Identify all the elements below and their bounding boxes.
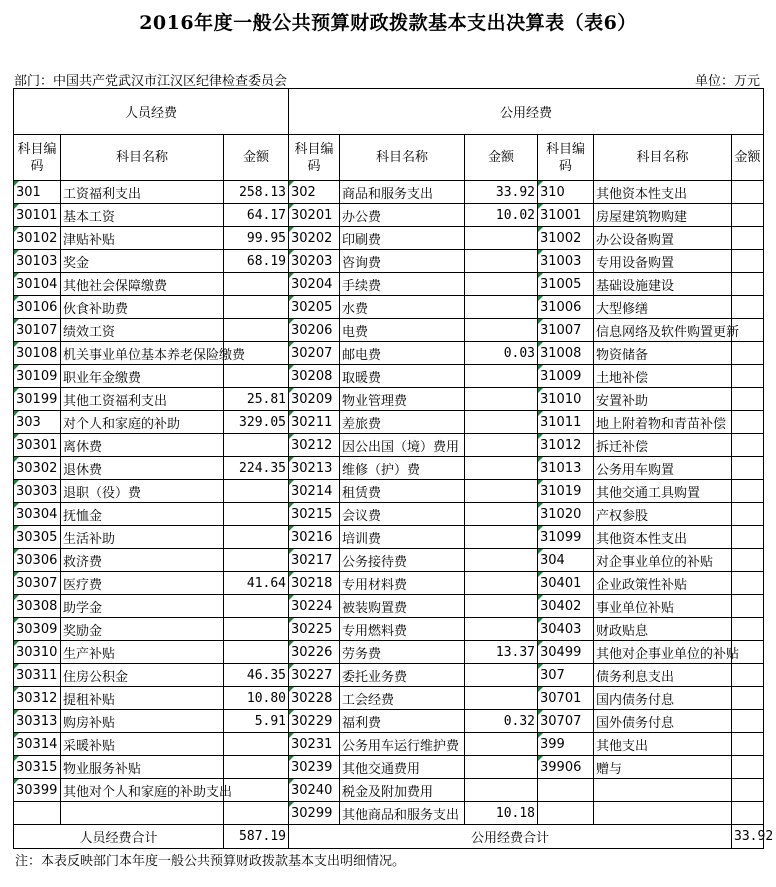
subject-code: 31099 bbox=[538, 526, 594, 549]
table-row bbox=[14, 227, 764, 250]
subject-code: 30225 bbox=[289, 618, 340, 641]
subject-name: 其他交通费用 bbox=[340, 756, 465, 779]
subject-amount bbox=[465, 227, 538, 250]
subject-name bbox=[61, 802, 224, 825]
table-row bbox=[14, 204, 764, 227]
subject-code: 30306 bbox=[14, 549, 61, 572]
subject-name: 其他支出 bbox=[594, 733, 732, 756]
table-row bbox=[14, 641, 764, 664]
subject-code: 30204 bbox=[289, 273, 340, 296]
subject-amount bbox=[732, 687, 764, 710]
subject-amount: 0.32 bbox=[465, 710, 538, 733]
subject-code: 30213 bbox=[289, 457, 340, 480]
subject-code: 310 bbox=[538, 181, 594, 204]
subject-code: 30309 bbox=[14, 618, 61, 641]
subject-code: 30401 bbox=[538, 572, 594, 595]
subject-name: 奖金 bbox=[61, 250, 224, 273]
subject-code: 30301 bbox=[14, 434, 61, 457]
subject-name: 工资福利支出 bbox=[61, 181, 224, 204]
subject-code: 307 bbox=[538, 664, 594, 687]
subject-amount: 10.80 bbox=[224, 687, 289, 710]
subject-amount bbox=[732, 779, 764, 802]
subject-code: 30226 bbox=[289, 641, 340, 664]
subject-name: 职业年金缴费 bbox=[61, 365, 224, 388]
subject-amount bbox=[224, 319, 289, 342]
subject-amount: 68.19 bbox=[224, 250, 289, 273]
subject-name: 企业政策性补贴 bbox=[594, 572, 732, 595]
subject-name: 绩效工资 bbox=[61, 319, 224, 342]
subject-name: 退休费 bbox=[61, 457, 224, 480]
unit-label: 单位：万元 bbox=[694, 74, 760, 89]
subject-name: 生活补助 bbox=[61, 526, 224, 549]
subject-code: 30701 bbox=[538, 687, 594, 710]
subject-code: 30308 bbox=[14, 595, 61, 618]
subject-code: 30201 bbox=[289, 204, 340, 227]
subject-name: 公务用车购置 bbox=[594, 457, 732, 480]
code-header: 科目编码 bbox=[14, 135, 61, 181]
table-row bbox=[14, 802, 764, 825]
subject-code: 30103 bbox=[14, 250, 61, 273]
subject-amount bbox=[465, 319, 538, 342]
table-row bbox=[14, 526, 764, 549]
subject-name: 税金及附加费用 bbox=[340, 779, 465, 802]
subject-amount bbox=[465, 480, 538, 503]
subject-code: 30211 bbox=[289, 411, 340, 434]
subject-name: 拆迁补偿 bbox=[594, 434, 732, 457]
personnel-total-label: 人员经费合计 bbox=[14, 825, 224, 849]
subject-code: 31020 bbox=[538, 503, 594, 526]
subject-code: 30229 bbox=[289, 710, 340, 733]
subject-name: 抚恤金 bbox=[61, 503, 224, 526]
subject-code: 30107 bbox=[14, 319, 61, 342]
subject-name: 手续费 bbox=[340, 273, 465, 296]
subject-name bbox=[594, 802, 732, 825]
subject-name: 专用材料费 bbox=[340, 572, 465, 595]
subject-amount bbox=[224, 365, 289, 388]
subject-code: 30303 bbox=[14, 480, 61, 503]
subject-code: 30304 bbox=[14, 503, 61, 526]
table-row bbox=[14, 664, 764, 687]
subject-name: 福利费 bbox=[340, 710, 465, 733]
public-header: 公用经费 bbox=[289, 89, 764, 135]
table-row bbox=[14, 572, 764, 595]
subject-name: 委托业务费 bbox=[340, 664, 465, 687]
subject-amount: 258.13 bbox=[224, 181, 289, 204]
table-row bbox=[14, 296, 764, 319]
table-body bbox=[14, 181, 764, 825]
subject-name: 公务接待费 bbox=[340, 549, 465, 572]
subject-code: 30208 bbox=[289, 365, 340, 388]
subject-amount bbox=[224, 549, 289, 572]
subject-code: 31002 bbox=[538, 227, 594, 250]
subject-amount bbox=[465, 618, 538, 641]
subject-amount bbox=[732, 388, 764, 411]
subject-name: 信息网络及软件购置更新 bbox=[594, 319, 732, 342]
subject-amount bbox=[732, 802, 764, 825]
subject-amount bbox=[732, 526, 764, 549]
table-row bbox=[14, 618, 764, 641]
subject-name: 津贴补贴 bbox=[61, 227, 224, 250]
subject-amount: 41.64 bbox=[224, 572, 289, 595]
subject-code: 30399 bbox=[14, 779, 61, 802]
subject-name: 事业单位补贴 bbox=[594, 595, 732, 618]
subject-code: 30313 bbox=[14, 710, 61, 733]
subject-amount: 224.35 bbox=[224, 457, 289, 480]
subject-amount: 33.92 bbox=[465, 181, 538, 204]
subject-amount bbox=[465, 572, 538, 595]
subject-name: 邮电费 bbox=[340, 342, 465, 365]
subject-name: 差旅费 bbox=[340, 411, 465, 434]
subject-name: 伙食补助费 bbox=[61, 296, 224, 319]
subject-amount bbox=[465, 457, 538, 480]
subject-amount bbox=[465, 273, 538, 296]
subject-amount bbox=[732, 434, 764, 457]
table-row bbox=[14, 549, 764, 572]
subject-amount bbox=[732, 733, 764, 756]
subject-code: 30310 bbox=[14, 641, 61, 664]
subject-code: 31019 bbox=[538, 480, 594, 503]
table-row bbox=[14, 250, 764, 273]
subject-amount bbox=[465, 250, 538, 273]
amount-header: 金额 bbox=[732, 135, 764, 181]
subject-code: 31005 bbox=[538, 273, 594, 296]
subject-code: 30214 bbox=[289, 480, 340, 503]
subject-amount: 329.05 bbox=[224, 411, 289, 434]
subject-name: 国内债务付息 bbox=[594, 687, 732, 710]
code-header: 科目编码 bbox=[538, 135, 594, 181]
subject-code: 31008 bbox=[538, 342, 594, 365]
subject-amount bbox=[465, 664, 538, 687]
subject-name: 工会经费 bbox=[340, 687, 465, 710]
subject-amount bbox=[465, 549, 538, 572]
subject-name: 奖励金 bbox=[61, 618, 224, 641]
subject-code: 31003 bbox=[538, 250, 594, 273]
table-row bbox=[14, 319, 764, 342]
subject-name: 其他资本性支出 bbox=[594, 526, 732, 549]
table-row bbox=[14, 779, 764, 802]
subject-amount: 46.35 bbox=[224, 664, 289, 687]
subject-code: 31007 bbox=[538, 319, 594, 342]
table-row bbox=[14, 503, 764, 526]
table-row bbox=[14, 342, 764, 365]
name-header: 科目名称 bbox=[594, 135, 732, 181]
subject-amount bbox=[465, 595, 538, 618]
subject-amount bbox=[732, 756, 764, 779]
subject-name: 培训费 bbox=[340, 526, 465, 549]
subject-amount bbox=[732, 342, 764, 365]
subject-amount bbox=[732, 549, 764, 572]
subject-code: 30216 bbox=[289, 526, 340, 549]
subject-amount bbox=[224, 756, 289, 779]
subject-amount bbox=[732, 204, 764, 227]
subject-name: 因公出国（境）费用 bbox=[340, 434, 465, 457]
subject-name: 国外债务付息 bbox=[594, 710, 732, 733]
subject-code: 30205 bbox=[289, 296, 340, 319]
subject-name: 其他对企事业单位的补贴 bbox=[594, 641, 732, 664]
subject-code: 31001 bbox=[538, 204, 594, 227]
subject-amount: 99.95 bbox=[224, 227, 289, 250]
subject-name: 对企事业单位的补贴 bbox=[594, 549, 732, 572]
subject-name: 赠与 bbox=[594, 756, 732, 779]
name-header: 科目名称 bbox=[61, 135, 224, 181]
table-row bbox=[14, 273, 764, 296]
public-total-value: 33.92 bbox=[732, 825, 764, 849]
subject-name: 退职（役）费 bbox=[61, 480, 224, 503]
subject-code: 30305 bbox=[14, 526, 61, 549]
subject-name: 专用燃料费 bbox=[340, 618, 465, 641]
subject-name: 其他对个人和家庭的补助支出 bbox=[61, 779, 224, 802]
subject-code: 30302 bbox=[14, 457, 61, 480]
subject-amount bbox=[732, 227, 764, 250]
subject-code: 30403 bbox=[538, 618, 594, 641]
table-row bbox=[14, 411, 764, 434]
amount-header: 金额 bbox=[224, 135, 289, 181]
subject-code: 30315 bbox=[14, 756, 61, 779]
subject-amount bbox=[224, 503, 289, 526]
subject-name: 办公设备购置 bbox=[594, 227, 732, 250]
subject-name: 地上附着物和青苗补偿 bbox=[594, 411, 732, 434]
subject-amount bbox=[732, 296, 764, 319]
subject-name: 物业服务补贴 bbox=[61, 756, 224, 779]
subject-amount bbox=[732, 503, 764, 526]
subject-name: 安置补助 bbox=[594, 388, 732, 411]
subject-name: 咨询费 bbox=[340, 250, 465, 273]
subject-amount bbox=[732, 273, 764, 296]
subject-code: 31011 bbox=[538, 411, 594, 434]
subject-name: 物资储备 bbox=[594, 342, 732, 365]
subject-name: 对个人和家庭的补助 bbox=[61, 411, 224, 434]
subject-name: 办公费 bbox=[340, 204, 465, 227]
subject-name: 其他商品和服务支出 bbox=[340, 802, 465, 825]
subject-name: 会议费 bbox=[340, 503, 465, 526]
subject-name: 医疗费 bbox=[61, 572, 224, 595]
subject-code: 30707 bbox=[538, 710, 594, 733]
subject-amount: 13.37 bbox=[465, 641, 538, 664]
subject-name: 提租补贴 bbox=[61, 687, 224, 710]
subject-amount bbox=[465, 411, 538, 434]
subject-code: 39906 bbox=[538, 756, 594, 779]
subject-amount bbox=[465, 388, 538, 411]
subject-amount: 10.02 bbox=[465, 204, 538, 227]
subject-code: 30102 bbox=[14, 227, 61, 250]
subject-code: 30314 bbox=[14, 733, 61, 756]
expenditure-table bbox=[13, 88, 774, 849]
subject-code: 31012 bbox=[538, 434, 594, 457]
subject-amount bbox=[465, 503, 538, 526]
subject-amount bbox=[732, 365, 764, 388]
table-row bbox=[14, 756, 764, 779]
subject-amount bbox=[465, 296, 538, 319]
subject-amount bbox=[732, 572, 764, 595]
subject-code: 30199 bbox=[14, 388, 61, 411]
subject-amount: 0.03 bbox=[465, 342, 538, 365]
subject-code bbox=[14, 802, 61, 825]
subject-code: 30239 bbox=[289, 756, 340, 779]
public-total-label: 公用经费合计 bbox=[289, 825, 732, 849]
subject-code: 31010 bbox=[538, 388, 594, 411]
subject-code: 30202 bbox=[289, 227, 340, 250]
subject-amount bbox=[732, 250, 764, 273]
subject-name: 维修（护）费 bbox=[340, 457, 465, 480]
subject-amount bbox=[224, 480, 289, 503]
subject-amount: 25.81 bbox=[224, 388, 289, 411]
subject-amount bbox=[732, 181, 764, 204]
subject-code: 31009 bbox=[538, 365, 594, 388]
subject-name: 水费 bbox=[340, 296, 465, 319]
subject-amount bbox=[224, 434, 289, 457]
subject-amount bbox=[732, 595, 764, 618]
subject-amount bbox=[465, 756, 538, 779]
subject-code: 304 bbox=[538, 549, 594, 572]
subject-code: 30203 bbox=[289, 250, 340, 273]
subject-name: 大型修缮 bbox=[594, 296, 732, 319]
subject-code: 30217 bbox=[289, 549, 340, 572]
subject-name: 电费 bbox=[340, 319, 465, 342]
subject-code: 30307 bbox=[14, 572, 61, 595]
name-header: 科目名称 bbox=[340, 135, 465, 181]
subject-code: 30402 bbox=[538, 595, 594, 618]
subject-amount bbox=[465, 365, 538, 388]
table-row bbox=[14, 710, 764, 733]
table-row bbox=[14, 480, 764, 503]
subject-name: 产权参股 bbox=[594, 503, 732, 526]
subject-name: 住房公积金 bbox=[61, 664, 224, 687]
subject-name: 租赁费 bbox=[340, 480, 465, 503]
subject-name: 土地补偿 bbox=[594, 365, 732, 388]
subject-name: 其他工资福利支出 bbox=[61, 388, 224, 411]
subject-code: 31006 bbox=[538, 296, 594, 319]
subject-code: 30209 bbox=[289, 388, 340, 411]
subject-amount bbox=[465, 526, 538, 549]
subject-code: 30215 bbox=[289, 503, 340, 526]
subject-code: 30224 bbox=[289, 595, 340, 618]
subject-name: 采暖补贴 bbox=[61, 733, 224, 756]
subject-code: 30212 bbox=[289, 434, 340, 457]
subject-name: 印刷费 bbox=[340, 227, 465, 250]
subject-name: 生产补贴 bbox=[61, 641, 224, 664]
subject-amount bbox=[732, 480, 764, 503]
subject-amount bbox=[224, 618, 289, 641]
subject-amount bbox=[224, 641, 289, 664]
subject-amount bbox=[465, 733, 538, 756]
subject-name: 被装购置费 bbox=[340, 595, 465, 618]
subject-code: 30311 bbox=[14, 664, 61, 687]
subject-code: 30207 bbox=[289, 342, 340, 365]
subject-name: 房屋建筑物购建 bbox=[594, 204, 732, 227]
subject-name: 财政贴息 bbox=[594, 618, 732, 641]
subject-code: 30106 bbox=[14, 296, 61, 319]
table-row bbox=[14, 733, 764, 756]
table-row bbox=[14, 181, 764, 204]
subject-name: 离休费 bbox=[61, 434, 224, 457]
subject-code: 399 bbox=[538, 733, 594, 756]
subject-amount bbox=[465, 779, 538, 802]
subject-code: 30227 bbox=[289, 664, 340, 687]
subject-name: 基础设施建设 bbox=[594, 273, 732, 296]
subject-code: 30218 bbox=[289, 572, 340, 595]
subject-name: 助学金 bbox=[61, 595, 224, 618]
subject-name: 机关事业单位基本养老保险缴费 bbox=[61, 342, 224, 365]
subject-amount bbox=[224, 779, 289, 802]
subject-amount: 64.17 bbox=[224, 204, 289, 227]
subject-code bbox=[538, 779, 594, 802]
subject-amount bbox=[224, 802, 289, 825]
subject-amount: 5.91 bbox=[224, 710, 289, 733]
subject-amount bbox=[732, 618, 764, 641]
subject-name: 其他社会保障缴费 bbox=[61, 273, 224, 296]
subject-code: 30109 bbox=[14, 365, 61, 388]
department-label: 部门：中国共产党武汉市江汉区纪律检查委员会 bbox=[14, 74, 288, 89]
subject-code: 30499 bbox=[538, 641, 594, 664]
subject-name: 债务利息支出 bbox=[594, 664, 732, 687]
subject-name: 救济费 bbox=[61, 549, 224, 572]
subject-amount bbox=[732, 710, 764, 733]
subject-amount bbox=[224, 526, 289, 549]
subject-amount bbox=[465, 434, 538, 457]
amount-header: 金额 bbox=[465, 135, 538, 181]
subject-name: 专用设备购置 bbox=[594, 250, 732, 273]
subject-name: 商品和服务支出 bbox=[340, 181, 465, 204]
subject-name: 基本工资 bbox=[61, 204, 224, 227]
subject-name: 取暖费 bbox=[340, 365, 465, 388]
subject-amount bbox=[732, 411, 764, 434]
subject-name: 其他资本性支出 bbox=[594, 181, 732, 204]
table-row bbox=[14, 365, 764, 388]
table-row bbox=[14, 595, 764, 618]
subject-code: 30228 bbox=[289, 687, 340, 710]
subject-name: 购房补贴 bbox=[61, 710, 224, 733]
subject-amount: 10.18 bbox=[465, 802, 538, 825]
subject-name bbox=[594, 779, 732, 802]
subject-name: 劳务费 bbox=[340, 641, 465, 664]
personnel-header: 人员经费 bbox=[14, 89, 289, 135]
report-title: 2016年度一般公共预算财政拨款基本支出决算表（表6） bbox=[139, 12, 637, 34]
subject-amount bbox=[224, 733, 289, 756]
subject-amount bbox=[732, 457, 764, 480]
subject-code: 30312 bbox=[14, 687, 61, 710]
subject-amount bbox=[224, 273, 289, 296]
subject-amount bbox=[732, 664, 764, 687]
subject-code: 302 bbox=[289, 181, 340, 204]
code-header: 科目编码 bbox=[289, 135, 340, 181]
subject-code: 30101 bbox=[14, 204, 61, 227]
subject-code: 31013 bbox=[538, 457, 594, 480]
subject-code: 30104 bbox=[14, 273, 61, 296]
subject-name: 物业管理费 bbox=[340, 388, 465, 411]
subject-amount bbox=[224, 595, 289, 618]
subject-code bbox=[538, 802, 594, 825]
table-row bbox=[14, 457, 764, 480]
subject-code: 301 bbox=[14, 181, 61, 204]
subject-code: 30108 bbox=[14, 342, 61, 365]
table-row bbox=[14, 434, 764, 457]
subject-code: 30206 bbox=[289, 319, 340, 342]
footnote: 注：本表反映部门本年度一般公共预算财政拨款基本支出明细情况。 bbox=[15, 854, 406, 869]
subject-amount bbox=[224, 296, 289, 319]
subject-name: 公务用车运行维护费 bbox=[340, 733, 465, 756]
subject-code: 30240 bbox=[289, 779, 340, 802]
table-row bbox=[14, 687, 764, 710]
subject-name: 其他交通工具购置 bbox=[594, 480, 732, 503]
personnel-total-value: 587.19 bbox=[224, 825, 289, 849]
subject-amount bbox=[465, 687, 538, 710]
subject-code: 30231 bbox=[289, 733, 340, 756]
subject-code: 30299 bbox=[289, 802, 340, 825]
subject-code: 303 bbox=[14, 411, 61, 434]
table-row bbox=[14, 388, 764, 411]
